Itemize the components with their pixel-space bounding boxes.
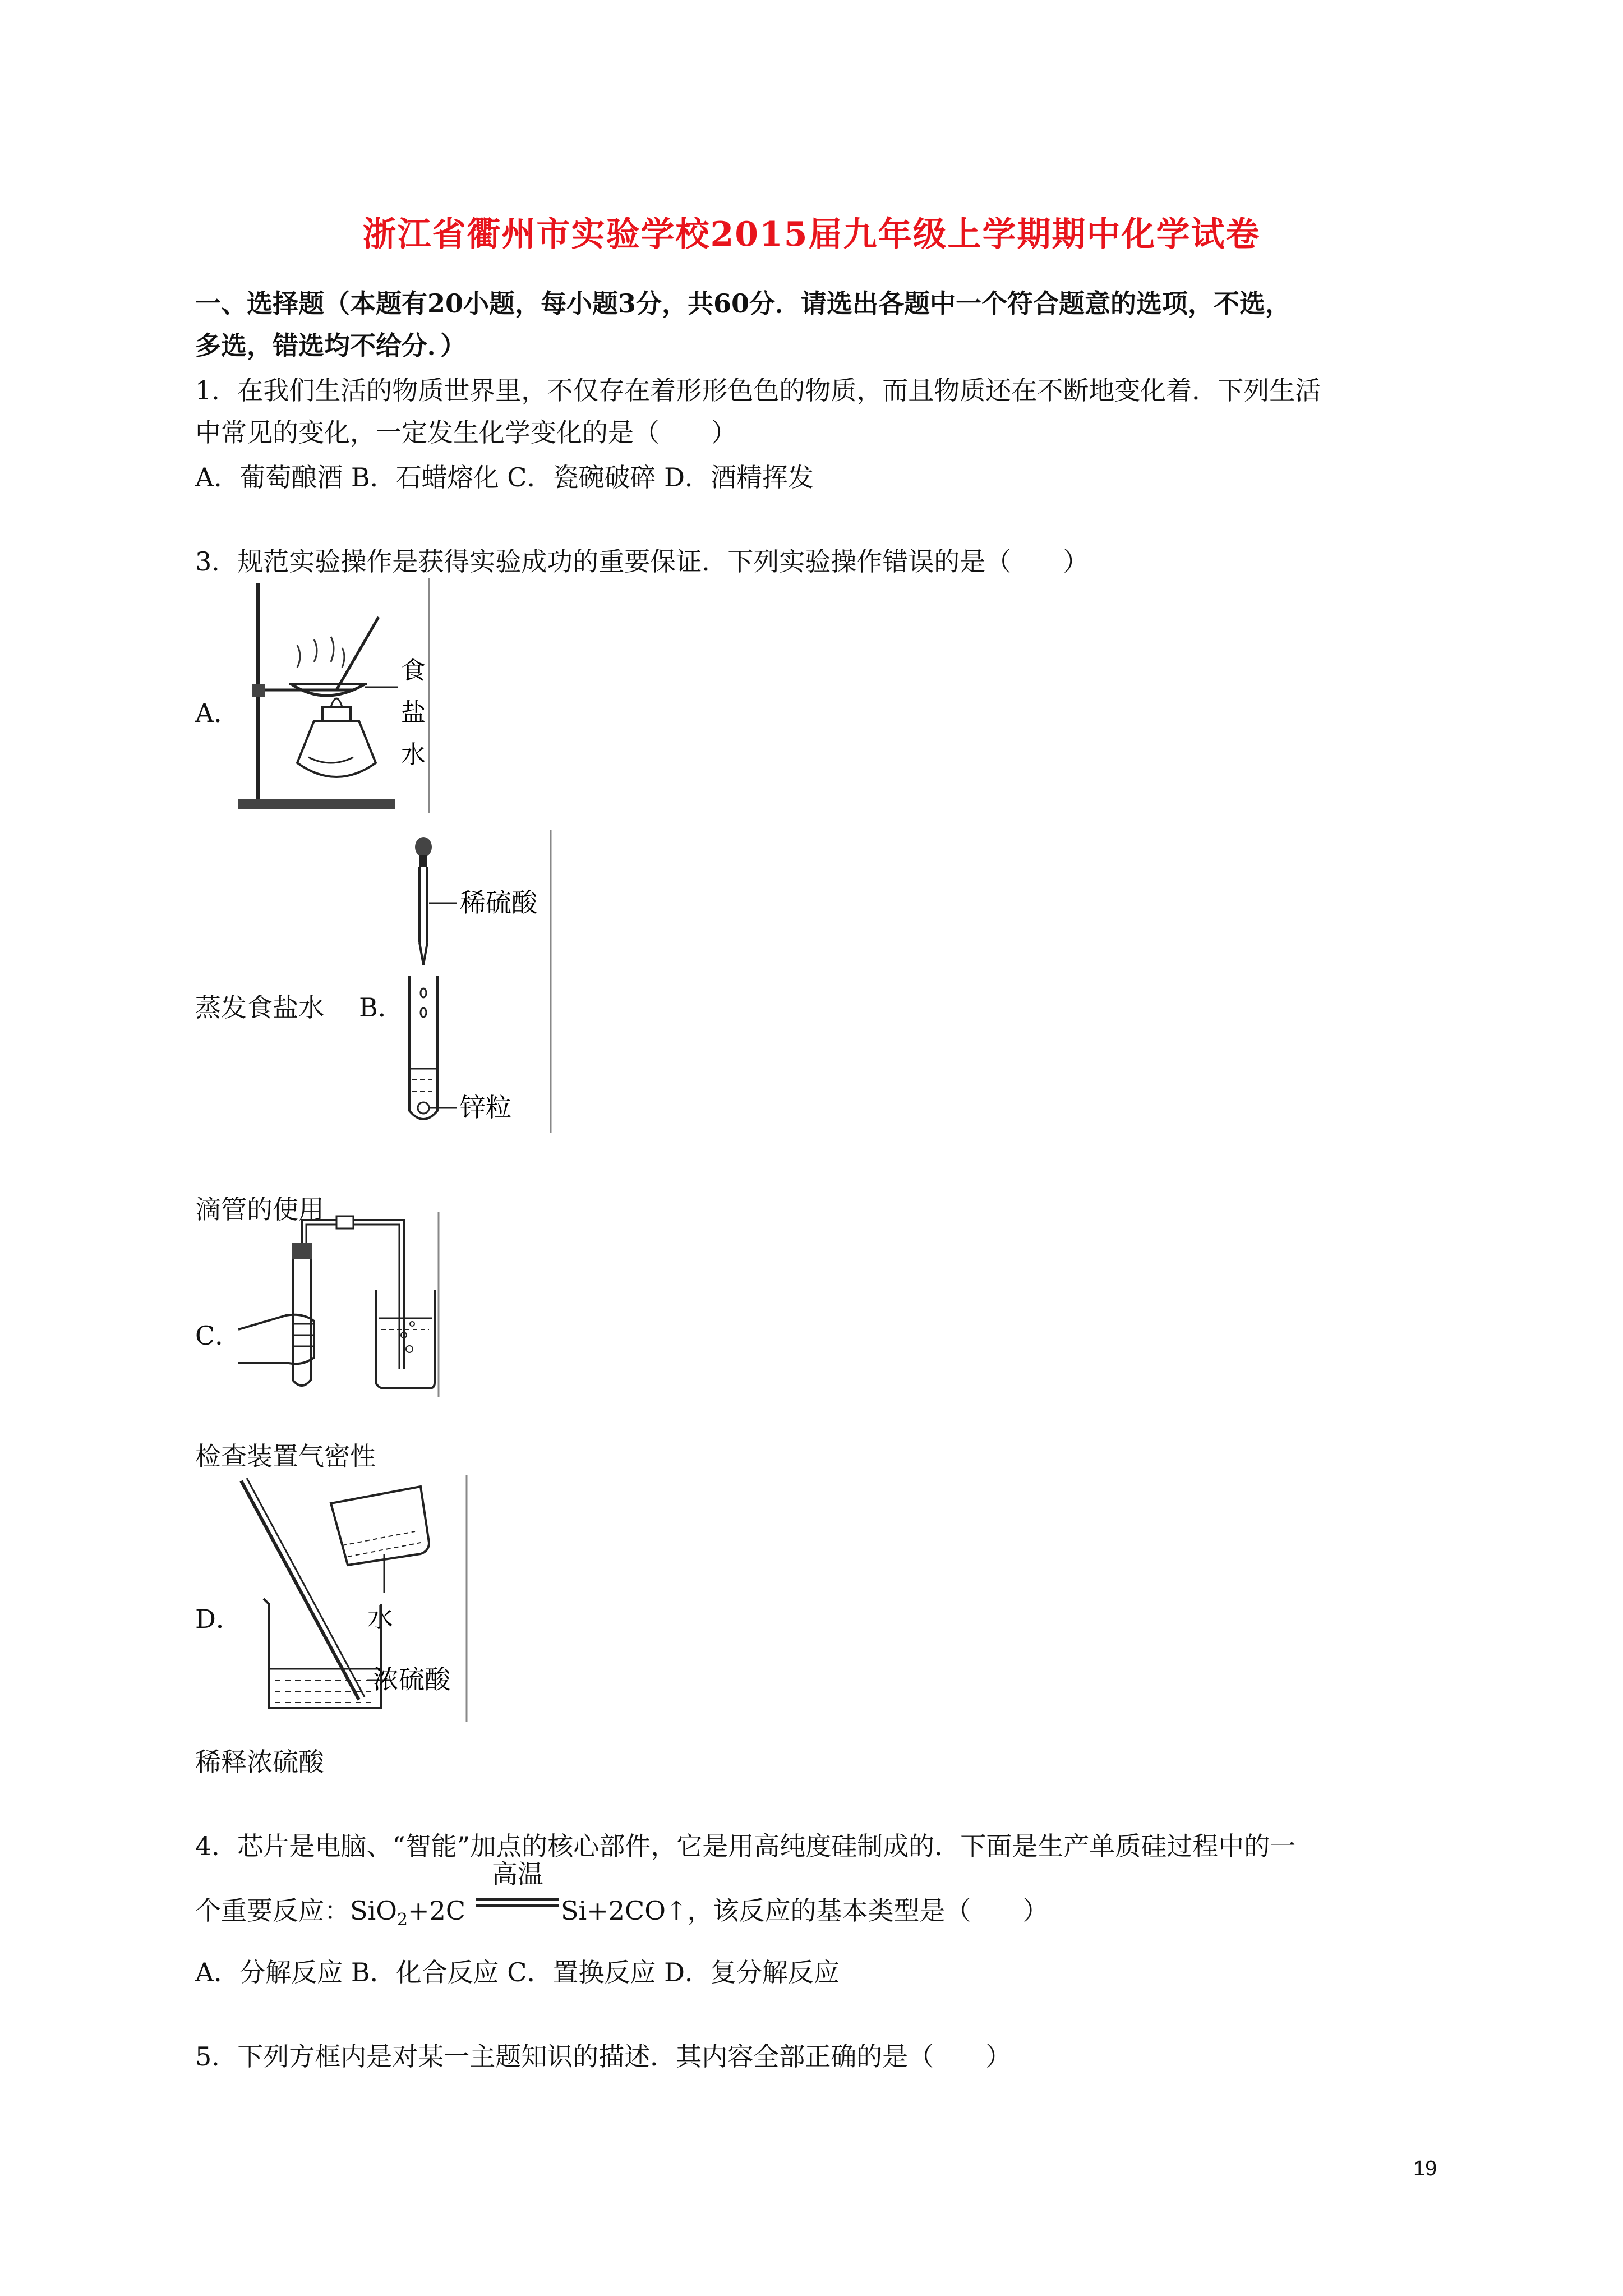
- label-dilute-sulfuric-acid: 稀硫酸: [460, 887, 537, 918]
- q4-equation-prefix: 个重要反应：SiO: [195, 1895, 397, 1926]
- figure-label-shi: 食: [401, 656, 426, 685]
- q3-option-b-label: B．: [359, 992, 404, 1023]
- airtightness-check-figure: [236, 1212, 443, 1397]
- page-number: 19: [1413, 2157, 1437, 2180]
- q4-equation-suffix: Si+2CO↑，该反应的基本类型是（ ）: [561, 1895, 1049, 1926]
- q4-subscript: 2: [396, 1910, 408, 1930]
- label-zinc-granules: 锌粒: [460, 1092, 511, 1122]
- exam-title: 浙江省衢州市实验学校2015届九年级上学期期中化学试卷: [362, 215, 1261, 254]
- q3-option-c-caption: 检查装置气密性: [195, 1441, 376, 1471]
- figure-label-yan: 盐: [401, 698, 426, 727]
- section-heading-line2: 多选，错选均不给分．）: [195, 330, 466, 361]
- q5-stem: 5．下列方框内是对某一主题知识的描述．其内容全部正确的是（ ）: [195, 2041, 1012, 2072]
- q3-option-d-caption: 稀释浓硫酸: [195, 1747, 324, 1777]
- q4-stem-line1: 4．芯片是电脑、“智能”加点的核心部件，它是用高纯度硅制成的．下面是生产单质硅过程中的一: [195, 1831, 1296, 1861]
- q3-stem: 3．规范实验操作是获得实验成功的重要保证．下列实验操作错误的是（ ）: [195, 546, 1089, 577]
- dilute-sulfuric-acid-figure: [236, 1475, 471, 1722]
- q4-equals-bar-top: [476, 1898, 559, 1901]
- q4-options: A．分解反应 B．化合反应 C．置换反应 D．复分解反应: [195, 1957, 840, 1987]
- q3-option-a-caption: 蒸发食盐水: [195, 992, 324, 1023]
- q4-equals-bar-bottom: [476, 1904, 559, 1907]
- q4-equation-line: [195, 1890, 465, 1930]
- q3-option-c-label: C．: [195, 1320, 241, 1351]
- q3-option-a-label: A．: [195, 698, 240, 728]
- section-heading-line1: 一、选择题（本题有20小题，每小题3分，共60分．请选出各题中一个符合题意的选项，不选，: [195, 288, 1292, 319]
- label-concentrated-sulfuric-acid: 浓硫酸: [373, 1664, 450, 1695]
- q1-stem-line2: 中常见的变化，一定发生化学变化的是（ ）: [195, 417, 737, 448]
- q3-option-b-caption: 滴管的使用: [195, 1194, 324, 1225]
- dropper-test-tube-figure: [404, 830, 555, 1133]
- evaporation-apparatus-figure: [230, 578, 432, 813]
- q4-equation-mid: +2C: [408, 1895, 466, 1926]
- q3-option-d-label: D．: [195, 1604, 242, 1634]
- q1-stem-line1: 1．在我们生活的物质世界里，不仅存在着形形色色的物质，而且物质还在不断地变化着．下列生活: [195, 375, 1321, 406]
- label-water: 水: [367, 1603, 393, 1633]
- q1-options: A．葡萄酿酒 B．石蜡熔化 C．瓷碗破碎 D．酒精挥发: [195, 462, 814, 493]
- figure-label-shui: 水: [401, 740, 426, 769]
- q4-reaction-condition: 高温: [492, 1859, 543, 1889]
